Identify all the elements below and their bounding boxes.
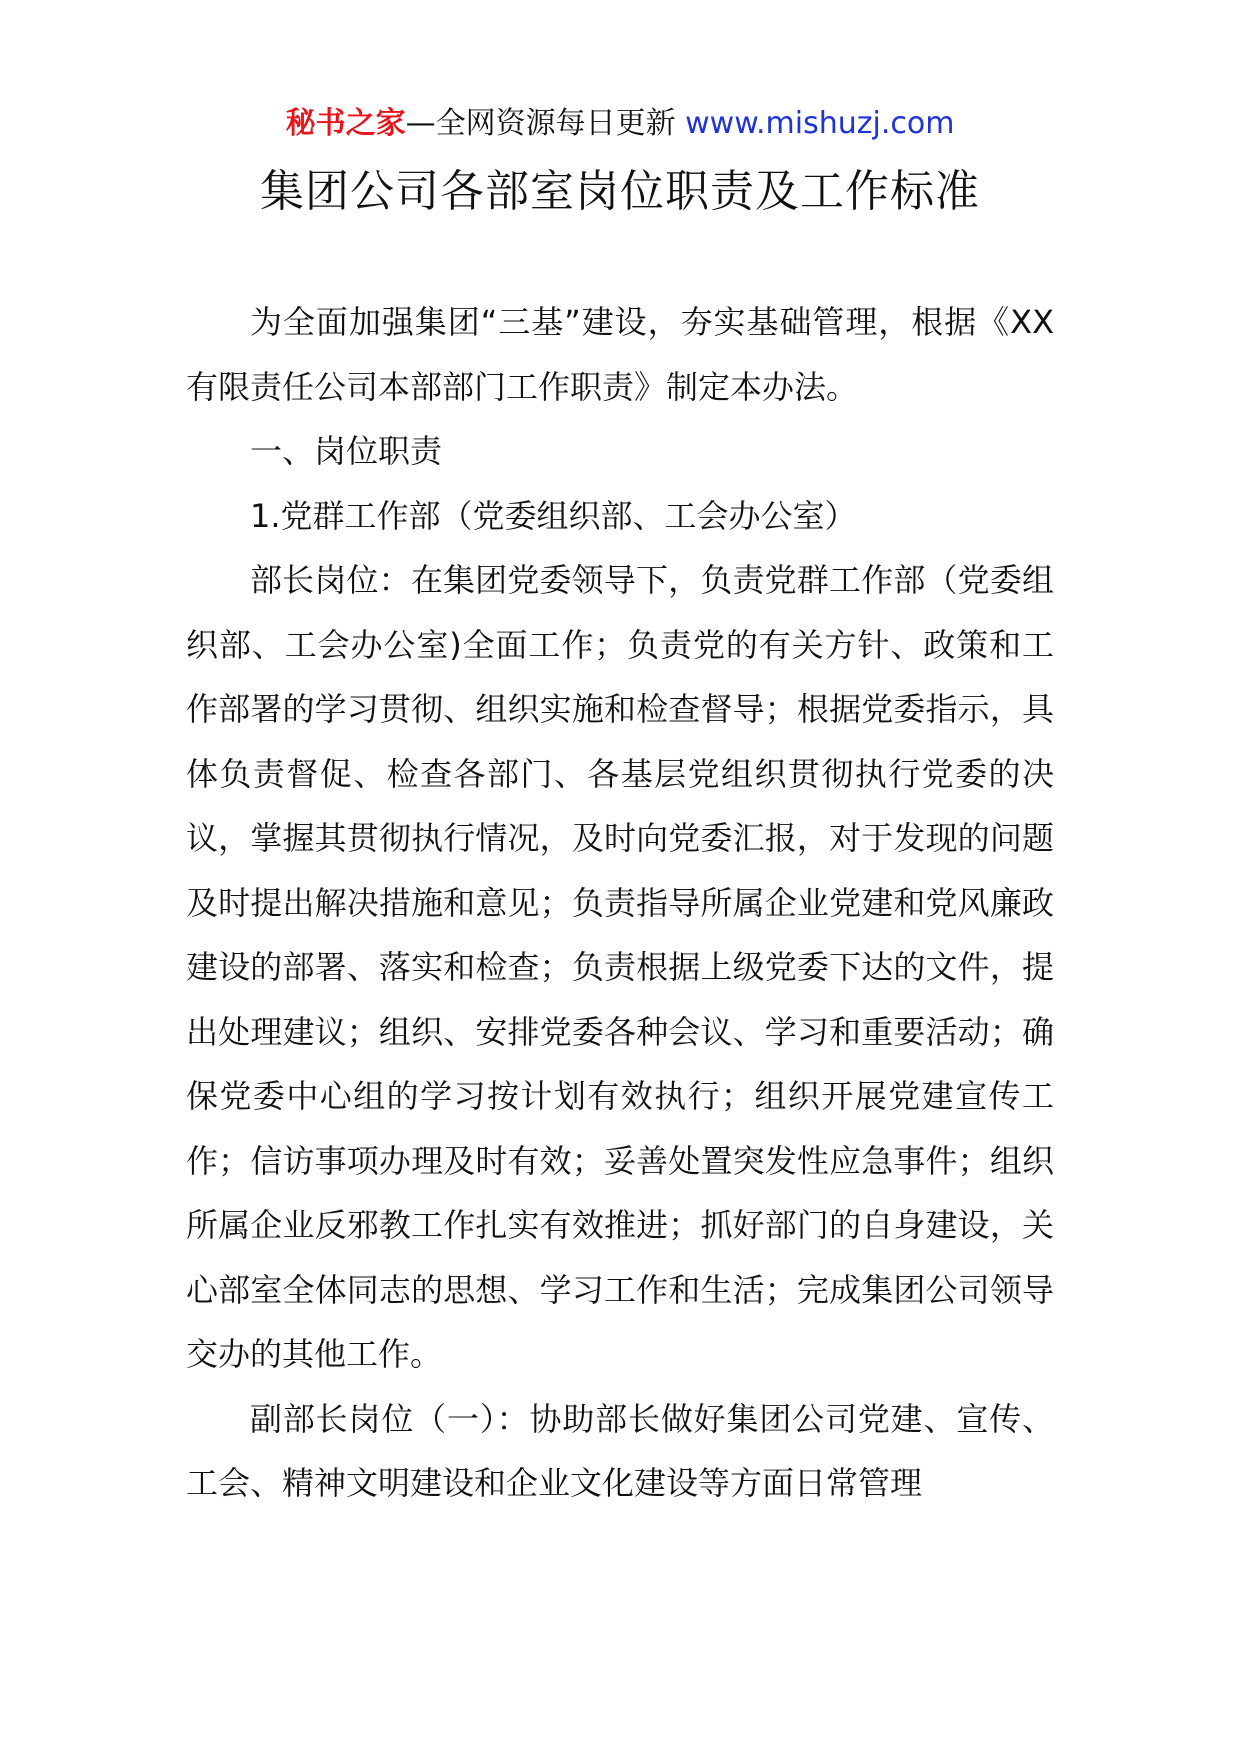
section-heading: 一、岗位职责 bbox=[250, 432, 443, 470]
site-slogan: —全网资源每日更新 bbox=[405, 106, 686, 141]
document-title: 集团公司各部室岗位职责及工作标准 bbox=[260, 166, 980, 217]
document-body bbox=[186, 290, 1054, 1516]
subsection-heading: 1.党群工作部（党委组织部、工会办公室） bbox=[250, 496, 857, 535]
site-url-link[interactable]: www.mishuzj.com bbox=[685, 106, 955, 141]
intro-paragraph: 为全面加强集团“三基”建设，夯实基础管理，根据《XX有限责任公司本部部门工作职责》制定本办法。 bbox=[186, 303, 1054, 406]
body-paragraph: 部长岗位：在集团党委领导下，负责党群工作部（党委组织部、工会办公室)全面工作；负责党的有关方针、政策和工作部署的学习贯彻、组织实施和检查督导；根据党委指示，具体负责督促、检查各部门、各基层党组织贯彻执行党委的决议，掌握其贯彻执行情况，及时向党委汇报，对于发现的问题及时提出解决措施和意见；负责指导所属企业党建和党风廉政建设的部署、落实和检查；负责根据上级党委下达的文件，提出处理建议；组织、安排党委各种会议、学习和重要活动；确保党委中心组的学习按计划有效执行；组织开展党建宣传工作；信访事项办理及时有效；妥善处置突发性应急事件；组织所属企业反邪教工作扎实有效推进；抓好部门的自身建设，关心部室全体同志的思想、学习工作和生活；完成集团公司领导 交办的其他工作。 bbox=[186, 561, 1054, 1373]
site-brand: 秘书之家 bbox=[285, 106, 406, 141]
site-header bbox=[0, 102, 1240, 146]
body-paragraph: 副部长岗位（一）：协助部长做好集团公司党建、宣传、工会、精神文明建设和企业文化建设等方面日常管理 bbox=[186, 1399, 1054, 1502]
